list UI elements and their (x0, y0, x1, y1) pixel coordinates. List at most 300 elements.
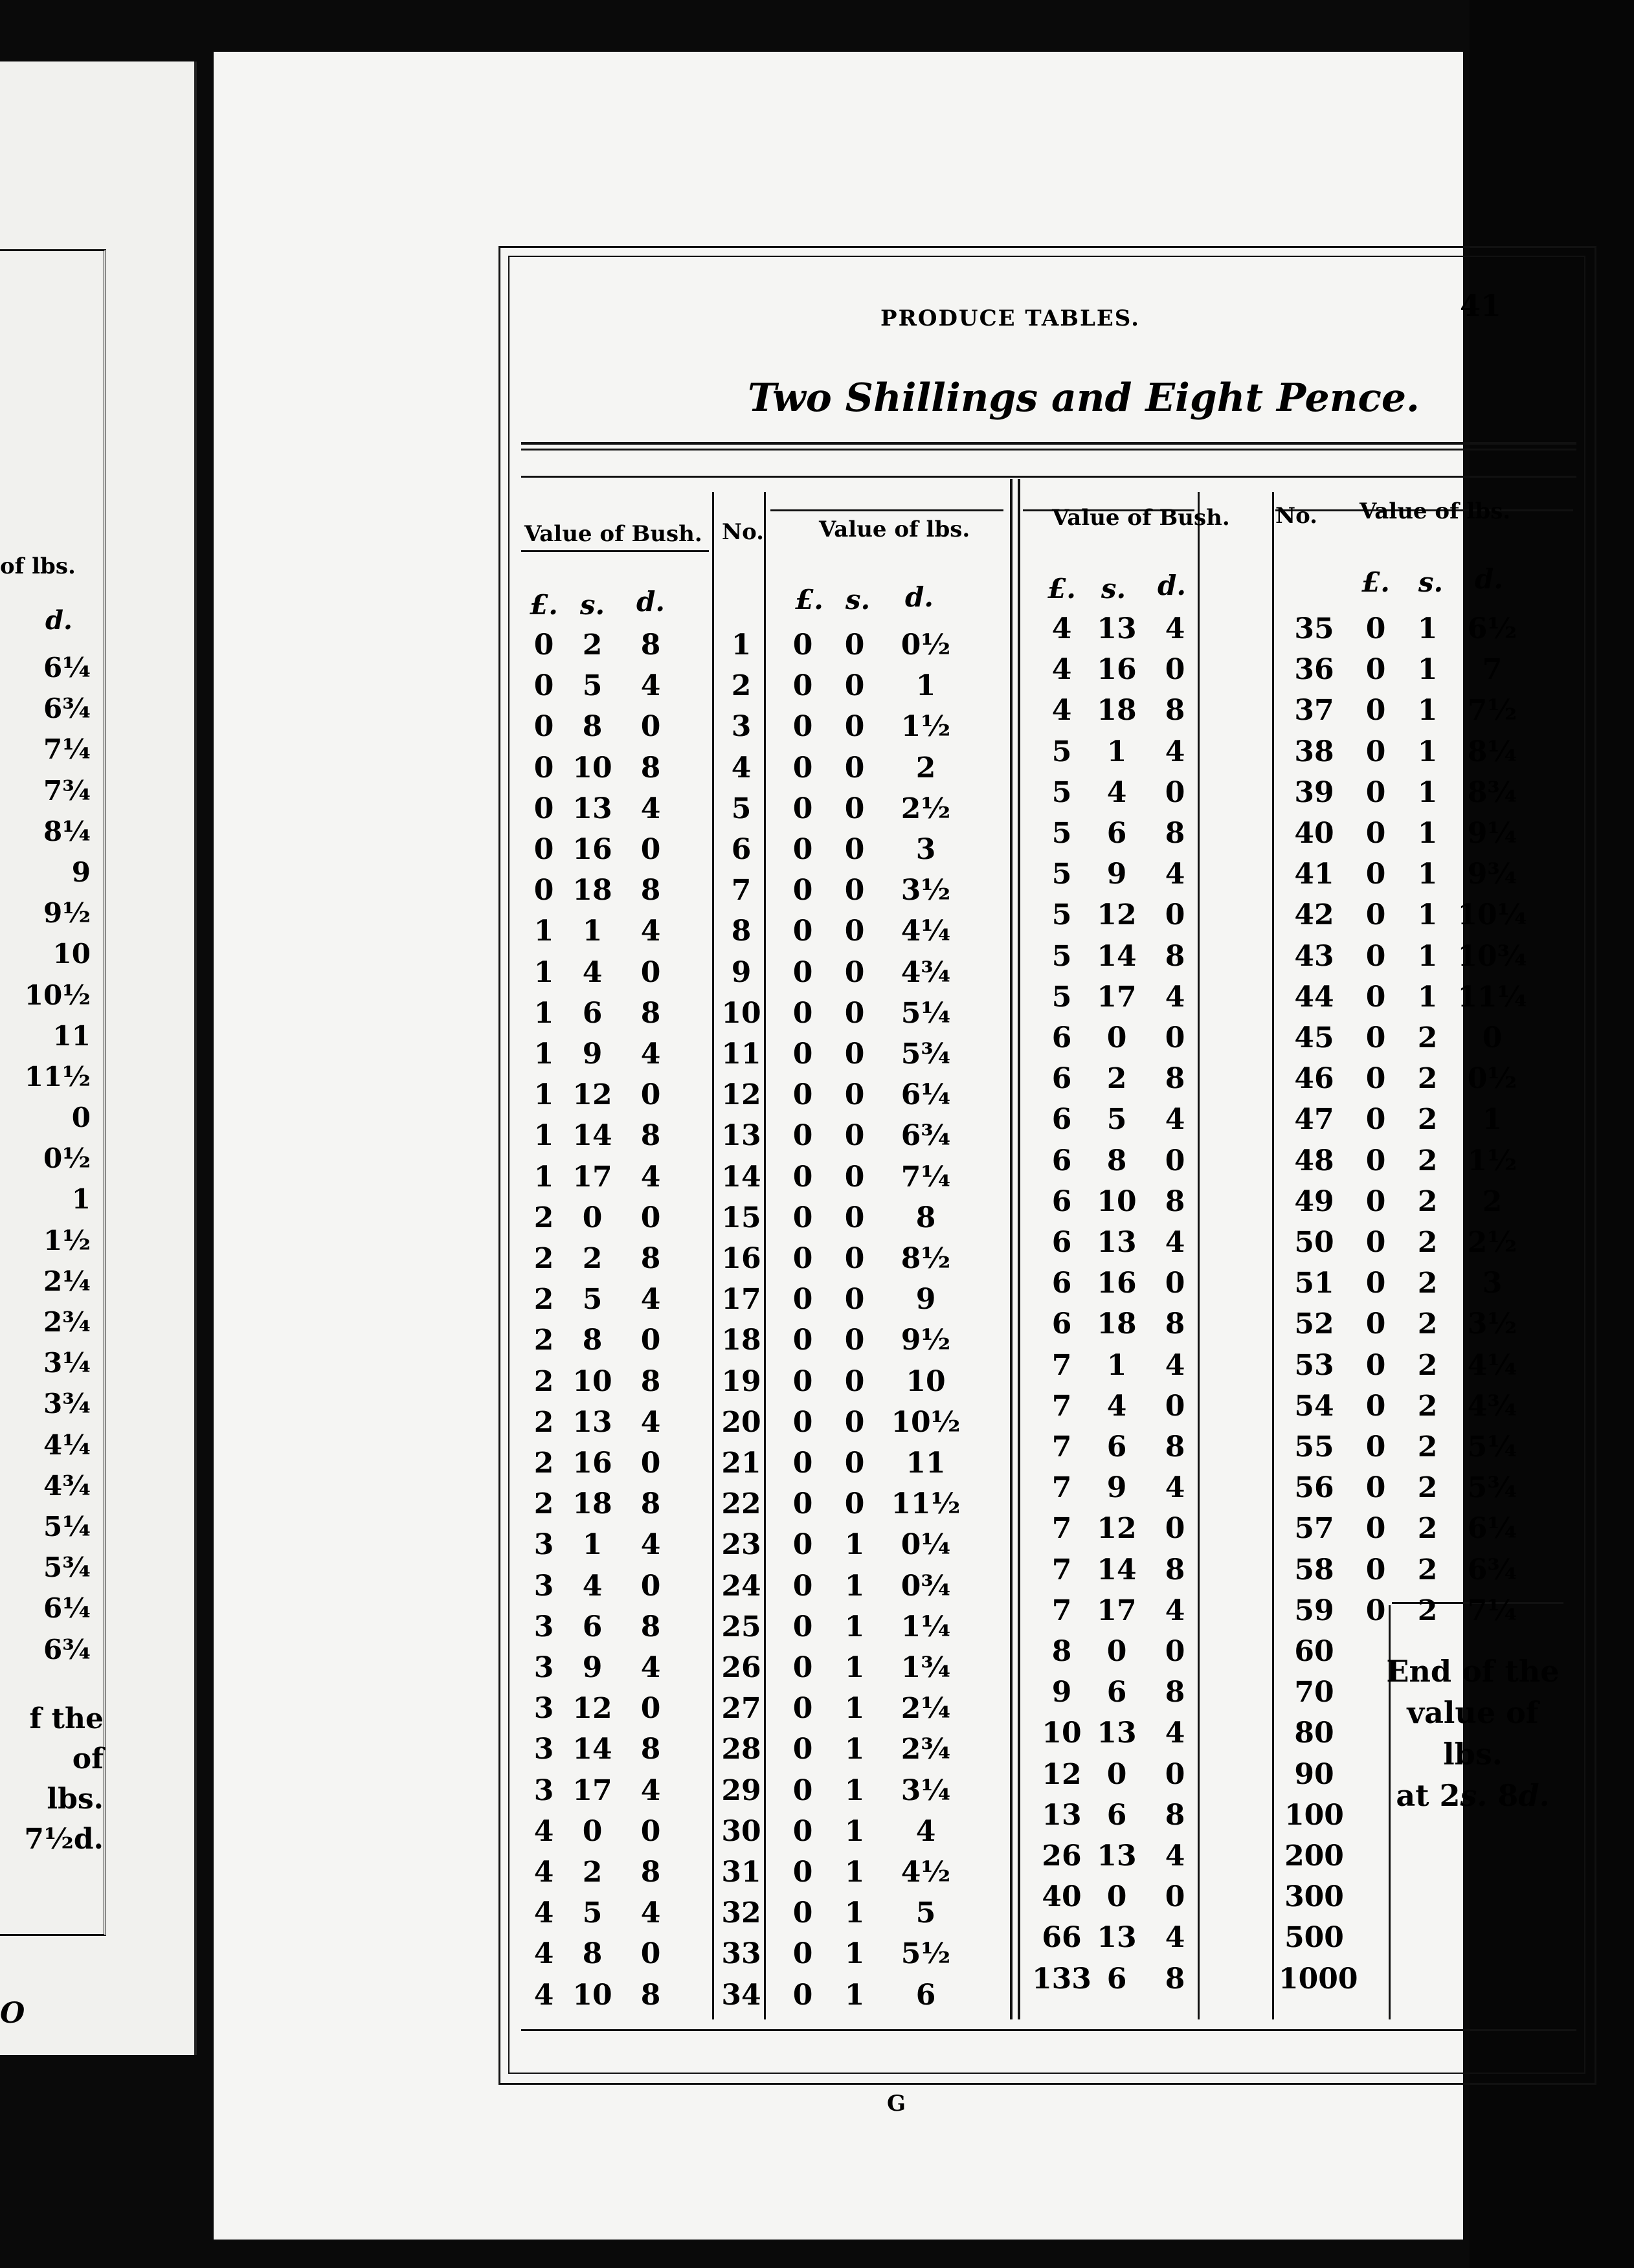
lbs-pence-cell: 11¼ (1457, 980, 1527, 1014)
lbs-pence-cell: 7½ (1467, 694, 1517, 728)
number-cell: 47 (1294, 1103, 1334, 1137)
number-cell: 40 (1294, 817, 1334, 850)
number-cell: 26 (721, 1651, 761, 1684)
bush-pence-cell: 4 (640, 1160, 661, 1194)
bush-pounds-cell: 0 (533, 833, 554, 866)
bush-shillings-cell: 16 (572, 1447, 612, 1480)
lbs-shillings-cell: 0 (844, 1405, 865, 1439)
bush-shillings-cell: 8 (1106, 1144, 1127, 1177)
lbs-pence-cell: 8 (915, 1201, 936, 1234)
bush-pounds-cell: 1 (533, 996, 554, 1030)
lbs-shillings-cell: 1 (844, 1978, 865, 2012)
bush-pounds-cell: 2 (533, 1487, 554, 1521)
lbs-pounds-cell: 0 (792, 1528, 813, 1562)
bush-pence-cell: 0 (1165, 1880, 1185, 1914)
number-cell: 12 (721, 1078, 761, 1112)
header-no: No. (722, 519, 764, 545)
bush-pence-cell: 4 (640, 1896, 661, 1930)
number-cell: 11 (721, 1038, 761, 1071)
lbs-pounds-cell: 0 (1365, 1307, 1386, 1341)
bush-pounds-cell: 3 (533, 1692, 554, 1726)
bush-pounds-cell: 2 (533, 1201, 554, 1234)
lbs-pounds-cell: 0 (1365, 898, 1386, 932)
number-cell: 500 (1284, 1921, 1344, 1955)
facing-page-values (6, 647, 91, 1670)
bush-pence-cell: 8 (640, 1856, 661, 1889)
bush-shillings-cell: 6 (582, 1610, 603, 1643)
center-double-rule (1010, 479, 1013, 2019)
bush-shillings-cell: 0 (1106, 1757, 1127, 1791)
bush-pence-cell: 8 (640, 1487, 661, 1521)
bush-pence-cell: 0 (640, 1569, 661, 1603)
bush-shillings-cell: 2 (1106, 1062, 1127, 1096)
end-note-text: 8 (1487, 1778, 1519, 1813)
bush-pence-cell: 0 (1165, 1267, 1185, 1300)
bush-shillings-cell: 5 (582, 669, 603, 703)
lbs-shillings-cell: 1 (1417, 694, 1438, 728)
lbs-pounds-cell: 0 (792, 915, 813, 948)
number-cell: 37 (1294, 694, 1334, 728)
book-page (214, 52, 1560, 2240)
bush-pence-cell: 0 (1165, 1144, 1185, 1177)
facing-page-value: 5¼ (43, 1510, 91, 1542)
bush-pounds-cell: 1 (533, 1119, 554, 1153)
bush-pounds-cell: 4 (533, 1896, 554, 1930)
number-cell: 17 (721, 1283, 761, 1317)
lbs-pence-cell: 8½ (901, 1242, 951, 1275)
bush-pounds-cell: 1 (533, 1160, 554, 1194)
bush-pounds-cell: 2 (533, 1364, 554, 1398)
title-rule (521, 442, 1576, 445)
number-cell: 57 (1294, 1512, 1334, 1546)
bush-shillings-cell: 14 (1097, 1553, 1137, 1586)
bush-pounds-cell: 6 (1051, 1103, 1072, 1137)
bush-pounds-cell: 3 (533, 1733, 554, 1766)
facing-page-value: 1½ (43, 1224, 91, 1256)
lbs-shillings-cell: 2 (1417, 1307, 1438, 1341)
number-cell: 44 (1294, 980, 1334, 1014)
header-no: No. (1275, 503, 1317, 529)
end-note-line (1376, 1775, 1570, 1816)
lbs-shillings-cell: 1 (1417, 858, 1438, 891)
bush-shillings-cell: 13 (572, 1405, 612, 1439)
lbs-pounds-cell: 0 (792, 751, 813, 784)
lbs-pounds-cell: 0 (1365, 775, 1386, 809)
bush-pence-cell: 4 (640, 915, 661, 948)
lbs-shillings-cell: 1 (844, 1773, 865, 1807)
bush-pence-cell: 4 (1165, 1226, 1185, 1259)
end-note-unit: d. (1518, 1778, 1550, 1813)
facing-page-value: 6¾ (43, 1633, 91, 1665)
bush-pence-cell: 8 (640, 996, 661, 1030)
lbs-pence-cell: 10½ (891, 1405, 961, 1439)
lbs-pounds-cell: 0 (792, 955, 813, 989)
number-cell: 3 (731, 710, 752, 744)
header-value-of-lbs: Value of lbs. (1360, 498, 1511, 524)
bush-pence-cell: 8 (1165, 1184, 1185, 1218)
lbs-pence-cell: 1¾ (901, 1651, 951, 1684)
lbs-shillings-cell: 2 (1417, 1430, 1438, 1463)
bush-pounds-cell: 6 (1051, 1062, 1072, 1096)
number-cell: 52 (1294, 1307, 1334, 1341)
lbs-pence-cell: 6¾ (901, 1119, 951, 1153)
bush-pence-cell: 4 (640, 1651, 661, 1684)
number-cell: 8 (731, 915, 752, 948)
lbs-pence-cell: 7¼ (1467, 1594, 1517, 1627)
lbs-shillings-cell: 2 (1417, 1021, 1438, 1054)
bush-shillings-cell: 2 (582, 1856, 603, 1889)
bush-shillings-cell: 18 (1097, 1307, 1137, 1341)
bush-pounds-cell: 7 (1051, 1348, 1072, 1382)
bush-pence-cell: 4 (640, 1038, 661, 1071)
lbs-pounds-cell: 0 (792, 1487, 813, 1521)
bush-shillings-cell: 16 (1097, 1267, 1137, 1300)
facing-page-value: 4¼ (43, 1429, 91, 1461)
bush-pounds-cell: 5 (1051, 939, 1072, 973)
lbs-pounds-cell: 0 (1365, 1267, 1386, 1300)
bush-pounds-cell: 4 (1051, 612, 1072, 645)
lbs-pounds-cell: 0 (792, 1733, 813, 1766)
lbs-shillings-cell: 0 (844, 1283, 865, 1317)
lbs-pounds-cell: 0 (792, 1283, 813, 1317)
bush-pence-cell: 8 (1165, 1962, 1185, 1996)
bush-pence-cell: 8 (1165, 1307, 1185, 1341)
bush-pence-cell: 0 (1165, 653, 1185, 687)
column-rule (1272, 492, 1274, 2019)
bush-shillings-cell: 14 (572, 1733, 612, 1766)
lbs-pence-cell: 1½ (1467, 1144, 1517, 1177)
number-cell: 27 (721, 1692, 761, 1726)
number-cell: 49 (1294, 1184, 1334, 1218)
header-value-of-lbs: Value of lbs. (819, 517, 970, 542)
unit-pence: d. (1475, 563, 1503, 595)
bush-pounds-cell: 6 (1051, 1144, 1072, 1177)
number-cell: 200 (1284, 1840, 1344, 1873)
number-cell: 13 (721, 1119, 761, 1153)
number-cell: 48 (1294, 1144, 1334, 1177)
lbs-shillings-cell: 1 (844, 1651, 865, 1684)
lbs-pounds-cell: 0 (792, 1242, 813, 1275)
number-cell: 31 (721, 1856, 761, 1889)
lbs-pence-cell: 9 (915, 1283, 936, 1317)
number-cell: 80 (1294, 1717, 1334, 1750)
bush-shillings-cell: 9 (582, 1651, 603, 1684)
bush-pence-cell: 4 (1165, 1594, 1185, 1627)
running-head: PRODUCE TABLES. (880, 306, 1140, 331)
bush-shillings-cell: 17 (572, 1773, 612, 1807)
bush-shillings-cell: 4 (582, 955, 603, 989)
lbs-pence-cell: 7¼ (901, 1160, 951, 1194)
number-cell: 10 (721, 996, 761, 1030)
bush-pence-cell: 8 (640, 751, 661, 784)
bush-shillings-cell: 1 (1106, 735, 1127, 768)
lbs-shillings-cell: 0 (844, 833, 865, 866)
number-cell: 42 (1294, 898, 1334, 932)
bush-pence-cell: 8 (640, 1610, 661, 1643)
bush-pounds-cell: 4 (533, 1856, 554, 1889)
lbs-shillings-cell: 1 (844, 1856, 865, 1889)
lbs-pounds-cell: 0 (1365, 1226, 1386, 1259)
bush-shillings-cell: 6 (582, 996, 603, 1030)
lbs-pounds-cell: 0 (1365, 1348, 1386, 1382)
lbs-pence-cell: 1½ (901, 710, 951, 744)
bush-shillings-cell: 14 (1097, 939, 1137, 973)
lbs-shillings-cell: 0 (844, 1119, 865, 1153)
lbs-pence-cell: 1 (915, 669, 936, 703)
lbs-pence-cell: 9¾ (1467, 858, 1517, 891)
lbs-pence-cell: 4¼ (1467, 1348, 1517, 1382)
lbs-pounds-cell: 0 (1365, 1512, 1386, 1546)
lbs-pounds-cell: 0 (1365, 1103, 1386, 1137)
facing-page-value: 11 (52, 1019, 91, 1052)
facing-page-value: 5¾ (43, 1551, 91, 1584)
facing-page-value: 2¾ (43, 1306, 91, 1338)
bush-pounds-cell: 1 (533, 915, 554, 948)
bush-pounds-cell: 133 (1032, 1962, 1091, 1996)
bush-pence-cell: 0 (1165, 1021, 1185, 1054)
facing-page-stray-mark: O (0, 1997, 25, 2030)
number-cell: 14 (721, 1160, 761, 1194)
bush-pounds-cell: 5 (1051, 898, 1072, 932)
bush-pounds-cell: 7 (1051, 1512, 1072, 1546)
unit-pence: d. (1158, 570, 1186, 601)
unit-pound: £. (1047, 573, 1076, 605)
lbs-shillings-cell: 2 (1417, 1267, 1438, 1300)
facing-page-value: 4¾ (43, 1469, 91, 1502)
bottom-rule (521, 2029, 1576, 2031)
lbs-shillings-cell: 1 (1417, 735, 1438, 768)
bush-shillings-cell: 8 (582, 1324, 603, 1357)
lbs-pence-cell: 3½ (1467, 1307, 1517, 1341)
subheader-rule (770, 509, 1003, 511)
bush-pence-cell: 8 (640, 1119, 661, 1153)
lbs-shillings-cell: 1 (1417, 939, 1438, 973)
bush-pounds-cell: 0 (533, 628, 554, 662)
lbs-shillings-cell: 0 (844, 1364, 865, 1398)
header-rule (521, 476, 1576, 478)
bush-shillings-cell: 17 (572, 1160, 612, 1194)
bush-pounds-cell: 3 (533, 1773, 554, 1807)
facing-page-header: of lbs. (0, 553, 76, 579)
bush-pence-cell: 0 (640, 1937, 661, 1971)
number-cell: 100 (1284, 1798, 1344, 1832)
number-cell: 22 (721, 1487, 761, 1521)
lbs-pounds-cell: 0 (792, 996, 813, 1030)
bush-pounds-cell: 4 (1051, 653, 1072, 687)
number-cell: 33 (721, 1937, 761, 1971)
facing-page-value: 6¾ (43, 693, 91, 725)
lbs-pence-cell: 11 (906, 1447, 946, 1480)
number-cell: 35 (1294, 612, 1334, 645)
bush-pence-cell: 8 (1165, 1430, 1185, 1463)
lbs-pence-cell: 2¼ (901, 1692, 951, 1726)
end-note (1376, 1651, 1570, 1816)
number-cell: 18 (721, 1324, 761, 1357)
bush-shillings-cell: 12 (1097, 898, 1137, 932)
lbs-pence-cell: 3¼ (901, 1773, 951, 1807)
unit-shilling: s. (1418, 566, 1444, 598)
bush-pounds-cell: 7 (1051, 1471, 1072, 1505)
lbs-pounds-cell: 0 (792, 1364, 813, 1398)
bush-pounds-cell: 13 (1042, 1798, 1082, 1832)
number-cell: 59 (1294, 1594, 1334, 1627)
lbs-pence-cell: 5½ (901, 1937, 951, 1971)
number-cell: 21 (721, 1447, 761, 1480)
lbs-shillings-cell: 1 (844, 1569, 865, 1603)
bush-pounds-cell: 7 (1051, 1430, 1072, 1463)
number-cell: 45 (1294, 1021, 1334, 1054)
lbs-pence-cell: 5¼ (901, 996, 951, 1030)
lbs-shillings-cell: 1 (1417, 612, 1438, 645)
lbs-pounds-cell: 0 (1365, 653, 1386, 687)
number-cell: 19 (721, 1364, 761, 1398)
number-cell: 1 (731, 628, 752, 662)
lbs-shillings-cell: 0 (844, 874, 865, 907)
lbs-shillings-cell: 1 (1417, 817, 1438, 850)
lbs-pounds-cell: 0 (792, 1692, 813, 1726)
lbs-pounds-cell: 0 (1365, 1184, 1386, 1218)
bush-pence-cell: 8 (1165, 694, 1185, 728)
number-cell: 38 (1294, 735, 1334, 768)
bush-shillings-cell: 0 (1106, 1635, 1127, 1668)
lbs-shillings-cell: 1 (844, 1814, 865, 1848)
bush-shillings-cell: 9 (582, 1038, 603, 1071)
lbs-shillings-cell: 2 (1417, 1389, 1438, 1423)
lbs-pence-cell: 7 (1482, 653, 1503, 687)
bush-shillings-cell: 1 (582, 915, 603, 948)
bush-shillings-cell: 8 (582, 710, 603, 744)
bush-pence-cell: 4 (1165, 1840, 1185, 1873)
lbs-pence-cell: 9¼ (1467, 817, 1517, 850)
lbs-pence-cell: 6 (915, 1978, 936, 2012)
end-note-line: value of lbs. (1407, 1695, 1539, 1772)
unit-pence: d. (636, 586, 665, 617)
bush-pence-cell: 8 (1165, 1062, 1185, 1096)
bush-shillings-cell: 2 (582, 628, 603, 662)
number-cell: 6 (731, 833, 752, 866)
lbs-pounds-cell: 0 (792, 1651, 813, 1684)
number-cell: 56 (1294, 1471, 1334, 1505)
column-rule (764, 492, 766, 2019)
lbs-pounds-cell: 0 (792, 833, 813, 866)
bush-shillings-cell: 0 (1106, 1021, 1127, 1054)
lbs-shillings-cell: 1 (1417, 653, 1438, 687)
bush-pence-cell: 4 (640, 1283, 661, 1317)
lbs-pence-cell: 5¼ (1467, 1430, 1517, 1463)
lbs-shillings-cell: 1 (844, 1528, 865, 1562)
lbs-shillings-cell: 2 (1417, 1594, 1438, 1627)
bush-pounds-cell: 6 (1051, 1307, 1072, 1341)
lbs-pounds-cell: 0 (792, 792, 813, 825)
number-cell: 1000 (1279, 1962, 1358, 1996)
lbs-pounds-cell: 0 (1365, 939, 1386, 973)
number-cell: 55 (1294, 1430, 1334, 1463)
number-cell: 53 (1294, 1348, 1334, 1382)
bush-shillings-cell: 12 (1097, 1512, 1137, 1546)
lbs-pounds-cell: 0 (1365, 858, 1386, 891)
bush-pence-cell: 4 (1165, 1717, 1185, 1750)
lbs-shillings-cell: 2 (1417, 1103, 1438, 1137)
lbs-shillings-cell: 0 (844, 1324, 865, 1357)
facing-page-value: 8¼ (43, 815, 91, 847)
lbs-pounds-cell: 0 (1365, 1430, 1386, 1463)
facing-page-value: 3¾ (43, 1388, 91, 1420)
lbs-pence-cell: 4 (915, 1814, 936, 1848)
lbs-pounds-cell: 0 (1365, 612, 1386, 645)
facing-page-value: 7¼ (43, 733, 91, 766)
lbs-shillings-cell: 0 (844, 1242, 865, 1275)
facing-page-value: 9 (71, 856, 91, 888)
bush-shillings-cell: 5 (582, 1283, 603, 1317)
lbs-pounds-cell: 0 (792, 1324, 813, 1357)
bush-pounds-cell: 5 (1051, 858, 1072, 891)
bush-pence-cell: 8 (1165, 817, 1185, 850)
bush-pence-cell: 4 (1165, 858, 1185, 891)
lbs-pence-cell: 0¼ (901, 1528, 951, 1562)
number-cell: 29 (721, 1773, 761, 1807)
bush-shillings-cell: 4 (1106, 775, 1127, 809)
lbs-pounds-cell: 0 (792, 1569, 813, 1603)
bush-pence-cell: 0 (640, 1324, 661, 1357)
bush-shillings-cell: 4 (1106, 1389, 1127, 1423)
bush-pence-cell: 4 (1165, 735, 1185, 768)
bush-pence-cell: 4 (1165, 1348, 1185, 1382)
end-note-unit: s. (1460, 1778, 1488, 1813)
page-number: 41 (1460, 288, 1502, 323)
lbs-shillings-cell: 2 (1417, 1348, 1438, 1382)
lbs-shillings-cell: 0 (844, 996, 865, 1030)
bush-pounds-cell: 3 (533, 1651, 554, 1684)
number-cell: 54 (1294, 1389, 1334, 1423)
lbs-pence-cell: 2½ (1467, 1226, 1517, 1259)
unit-pence: d. (905, 581, 934, 613)
bush-pounds-cell: 4 (533, 1937, 554, 1971)
bush-pounds-cell: 2 (533, 1447, 554, 1480)
lbs-shillings-cell: 0 (844, 1078, 865, 1112)
number-cell: 32 (721, 1896, 761, 1930)
end-note-text: at 2 (1396, 1778, 1461, 1813)
lbs-shillings-cell: 1 (1417, 898, 1438, 932)
number-cell: 36 (1294, 653, 1334, 687)
lbs-shillings-cell: 0 (844, 1038, 865, 1071)
bush-pounds-cell: 6 (1051, 1226, 1072, 1259)
lbs-pence-cell: 4¾ (901, 955, 951, 989)
facing-page-value: 3¼ (43, 1347, 91, 1379)
lbs-pounds-cell: 0 (1365, 980, 1386, 1014)
subheader-rule (521, 550, 709, 552)
lbs-pounds-cell: 0 (792, 628, 813, 662)
number-cell: 23 (721, 1528, 761, 1562)
bush-shillings-cell: 0 (582, 1814, 603, 1848)
facing-page-value: 7¾ (43, 774, 91, 806)
lbs-pence-cell: 2¾ (901, 1733, 951, 1766)
lbs-pounds-cell: 0 (1365, 1594, 1386, 1627)
lbs-pounds-cell: 0 (1365, 735, 1386, 768)
bush-shillings-cell: 10 (1097, 1184, 1137, 1218)
number-cell: 46 (1294, 1062, 1334, 1096)
lbs-pence-cell: 2 (1482, 1184, 1503, 1218)
center-double-rule (1018, 479, 1020, 2019)
lbs-pence-cell: 5¾ (901, 1038, 951, 1071)
lbs-shillings-cell: 0 (844, 1201, 865, 1234)
facing-page-value: 0½ (43, 1142, 91, 1175)
facing-page-value: 2¼ (43, 1265, 91, 1297)
lbs-pence-cell: 8¾ (1467, 775, 1517, 809)
bush-pence-cell: 8 (640, 874, 661, 907)
bush-pounds-cell: 5 (1051, 735, 1072, 768)
lbs-shillings-cell: 2 (1417, 1226, 1438, 1259)
bush-shillings-cell: 9 (1106, 1471, 1127, 1505)
